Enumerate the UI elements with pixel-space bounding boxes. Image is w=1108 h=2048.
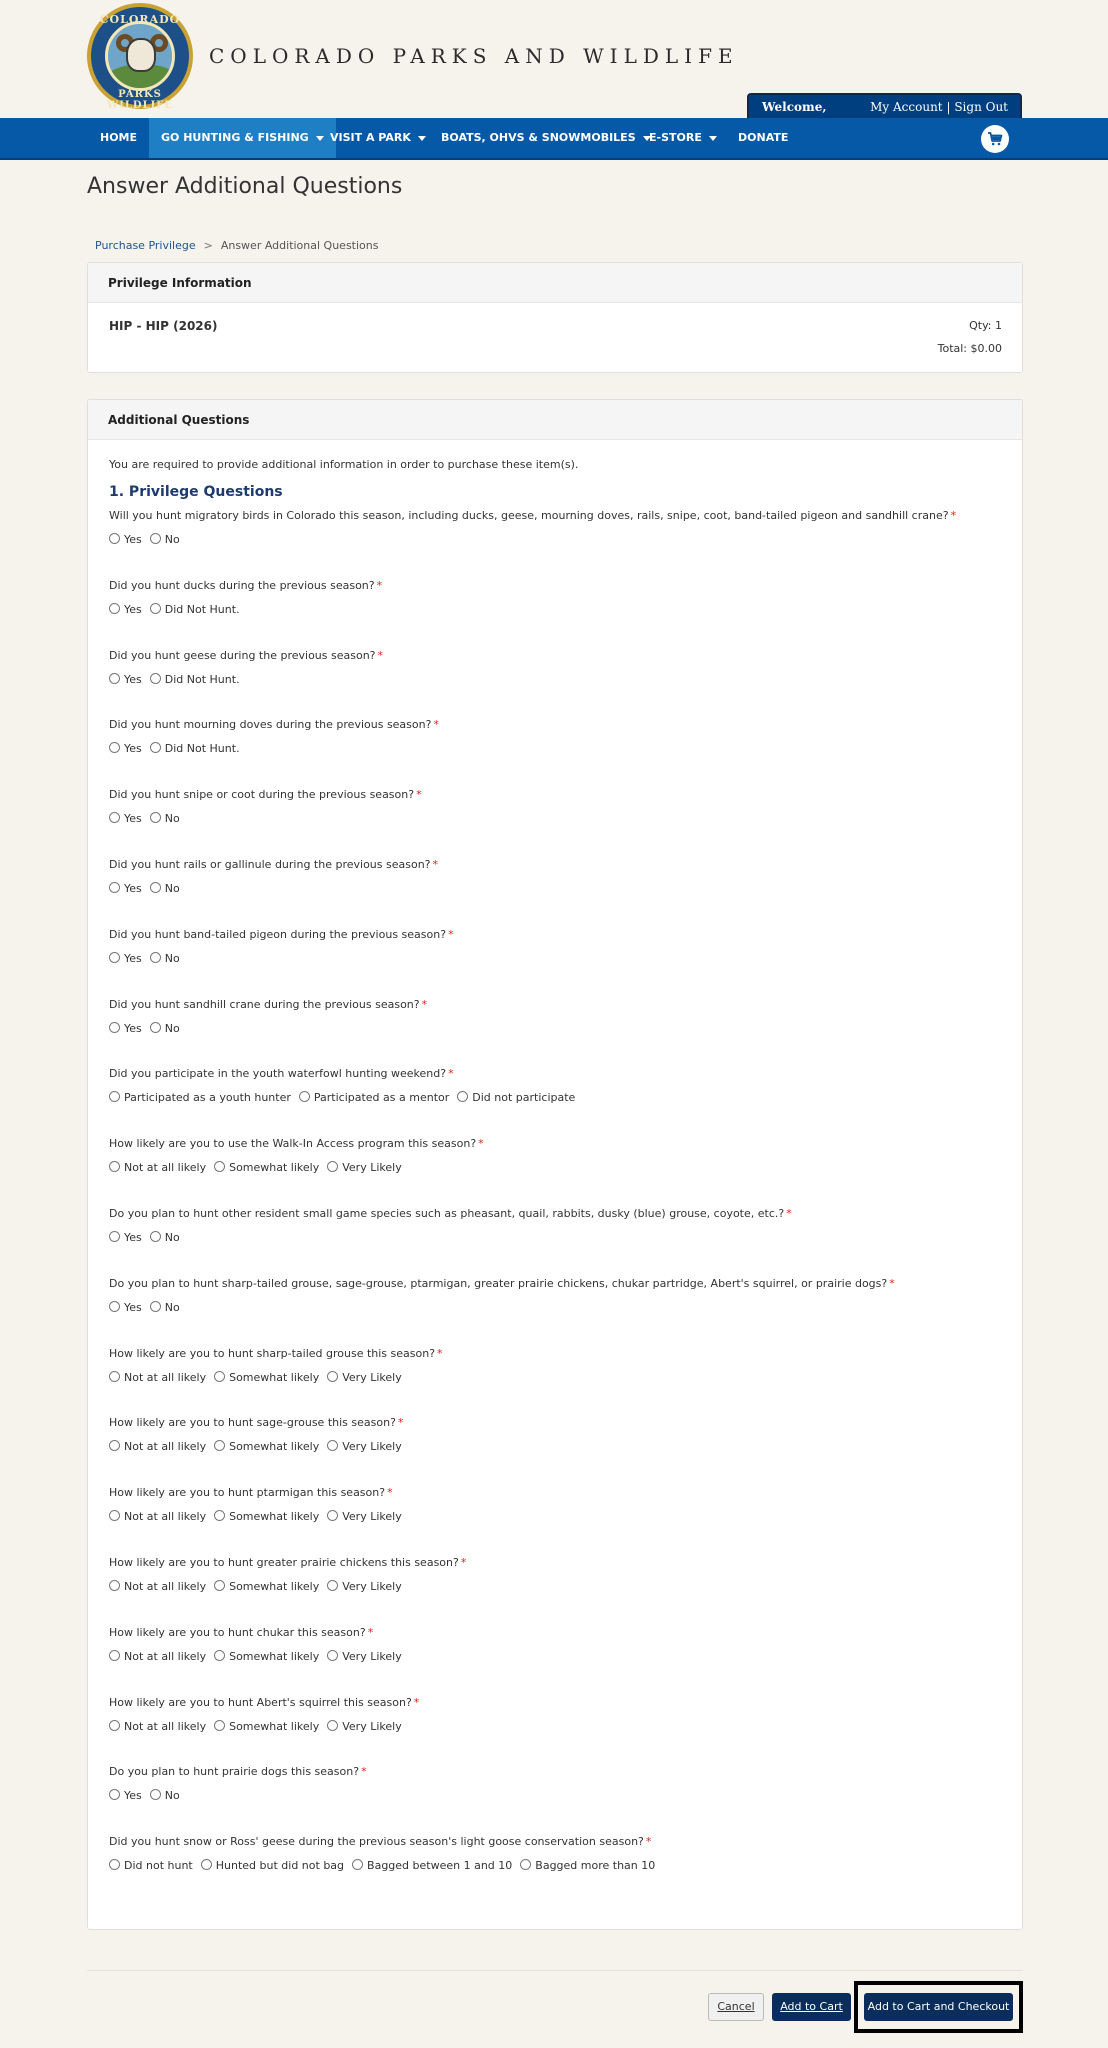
radio-option-label: No [164, 1789, 180, 1802]
privilege-total: Total: $0.00 [937, 342, 1002, 355]
nav-item-label: E-STORE [649, 131, 702, 144]
checkout-highlight-frame [854, 1981, 1023, 2033]
cart-icon [987, 131, 1003, 147]
radio-option[interactable] [214, 1650, 319, 1663]
nav-item-label: HOME [100, 131, 138, 144]
question-label: How likely are you to hunt ptarmigan this season? [109, 1486, 386, 1499]
radio-option-label: Did Not Hunt. [164, 603, 240, 616]
site-header [0, 0, 1108, 118]
question-item [109, 788, 1009, 828]
radio-button[interactable] [109, 952, 120, 963]
radio-option-label: No [164, 812, 180, 825]
radio-option-label: Yes [124, 673, 142, 686]
radio-button[interactable] [109, 1301, 120, 1312]
radio-option-label: Somewhat likely [229, 1440, 320, 1453]
question-text [109, 1067, 1009, 1085]
question-item [109, 1347, 1009, 1387]
question-item [109, 1696, 1009, 1736]
radio-option-label: Somewhat likely [229, 1510, 320, 1523]
question-text [109, 1696, 1009, 1714]
radio-button[interactable] [109, 1720, 120, 1731]
question-text [109, 928, 1009, 946]
radio-button[interactable] [150, 882, 161, 893]
radio-option[interactable] [109, 1091, 291, 1104]
required-asterisk: * [387, 1486, 393, 1499]
nav-item-label: GO HUNTING & FISHING [161, 131, 309, 144]
section-title: 1. Privilege Questions [109, 484, 283, 500]
question-text [109, 1137, 1009, 1155]
radio-option-label: Yes [124, 952, 142, 965]
radio-button[interactable] [299, 1091, 310, 1102]
question-label: How likely are you to hunt sage-grouse this season? [109, 1416, 396, 1429]
radio-option[interactable] [150, 1789, 180, 1802]
radio-group [109, 952, 1009, 968]
nav-item-label: VISIT A PARK [330, 131, 411, 144]
radio-option[interactable] [352, 1859, 512, 1872]
radio-option-label: Not at all likely [124, 1371, 207, 1384]
radio-option[interactable] [327, 1510, 401, 1523]
welcome-text: Welcome, [762, 100, 827, 114]
radio-option[interactable] [214, 1510, 319, 1523]
question-label: Do you plan to hunt sharp-tailed grouse, sage-grouse, ptarmigan, greater prairie chickens, chukar partridge, Abert's squirrel, or prairie dogs? [109, 1277, 888, 1290]
radio-option[interactable] [109, 1161, 206, 1174]
radio-option-label: Very Likely [342, 1371, 402, 1384]
question-label: Do you plan to hunt other resident small game species such as pheasant, quail, rabbits, dusky (blue) grouse, coyote, etc.? [109, 1207, 785, 1220]
required-asterisk: * [478, 1137, 484, 1150]
radio-group [109, 742, 1009, 758]
my-account-link[interactable]: My Account [870, 100, 943, 114]
required-asterisk: * [437, 1347, 443, 1360]
question-text [109, 1347, 1009, 1365]
radio-button[interactable] [109, 1161, 120, 1172]
question-item [109, 1137, 1009, 1177]
radio-button[interactable] [214, 1440, 225, 1451]
radio-option[interactable] [150, 1301, 180, 1314]
radio-option[interactable] [109, 882, 142, 895]
radio-option[interactable] [109, 1231, 142, 1244]
radio-button[interactable] [109, 1091, 120, 1102]
radio-option-label: Yes [124, 812, 142, 825]
question-item [109, 1277, 1009, 1317]
radio-option[interactable] [150, 673, 240, 686]
question-text [109, 1835, 1009, 1853]
account-bar [747, 93, 1022, 118]
nav-item-donate[interactable] [726, 118, 800, 158]
radio-option-label: No [164, 882, 180, 895]
radio-group [109, 1440, 1009, 1456]
radio-option-label: Yes [124, 882, 142, 895]
radio-option[interactable] [109, 952, 142, 965]
radio-option[interactable] [299, 1091, 449, 1104]
radio-option-label: No [164, 1301, 180, 1314]
cancel-button[interactable]: Cancel [708, 1993, 764, 2021]
question-item [109, 1067, 1009, 1107]
radio-option-label: Somewhat likely [229, 1580, 320, 1593]
radio-group [109, 1720, 1009, 1736]
radio-group [109, 603, 1009, 619]
add-to-cart-and-checkout-button[interactable]: Add to Cart and Checkout [864, 1993, 1013, 2021]
question-label: Did you hunt band-tailed pigeon during the previous season? [109, 928, 447, 941]
radio-option[interactable] [109, 1650, 206, 1663]
radio-button[interactable] [109, 603, 120, 614]
radio-option[interactable] [214, 1371, 319, 1384]
radio-option-label: No [164, 952, 180, 965]
radio-option[interactable] [109, 1789, 142, 1802]
radio-option[interactable] [109, 1371, 206, 1384]
radio-button[interactable] [214, 1510, 225, 1521]
privilege-information-panel [87, 262, 1023, 373]
logo-text-bottom: PARKS WILDLIFE [106, 89, 174, 111]
radio-option-label: Yes [124, 603, 142, 616]
nav-item-visit-a-park[interactable] [318, 118, 438, 158]
radio-button[interactable] [150, 1301, 161, 1312]
question-text [109, 579, 1009, 597]
nav-item-home[interactable] [88, 118, 149, 158]
radio-button[interactable] [109, 533, 120, 544]
question-item [109, 649, 1009, 689]
radio-option-label: Very Likely [342, 1440, 402, 1453]
radio-button[interactable] [327, 1650, 338, 1661]
question-label: Did you hunt sandhill crane during the previous season? [109, 998, 420, 1011]
radio-group [109, 673, 1009, 689]
radio-button[interactable] [109, 1859, 120, 1870]
question-text [109, 1626, 1009, 1644]
radio-button[interactable] [109, 742, 120, 753]
radio-group [109, 812, 1009, 828]
radio-group [109, 1371, 1009, 1387]
required-asterisk: * [421, 998, 428, 1011]
radio-button[interactable] [214, 1720, 225, 1731]
questions-intro: You are required to provide additional information in order to purchase these item(s). [109, 458, 579, 471]
breadcrumb [95, 239, 379, 252]
radio-option-label: Hunted but did not bag [215, 1859, 345, 1872]
required-asterisk: * [889, 1277, 895, 1290]
radio-option[interactable] [150, 882, 180, 895]
question-text [109, 858, 1009, 876]
radio-button[interactable] [327, 1371, 338, 1382]
question-label: How likely are you to hunt sharp-tailed grouse this season? [109, 1347, 436, 1360]
radio-option[interactable] [214, 1161, 319, 1174]
question-label: Will you hunt migratory birds in Colorado this season, including ducks, geese, mourning doves, rails, snipe, coot, band-tailed pigeon and sandhill crane? [109, 509, 949, 522]
question-label: Do you plan to hunt prairie dogs this season? [109, 1765, 360, 1778]
question-item [109, 509, 1009, 549]
radio-button[interactable] [109, 1440, 120, 1451]
caret-down-icon [709, 136, 717, 141]
radio-option-label: Bagged more than 10 [535, 1859, 656, 1872]
radio-button[interactable] [150, 742, 161, 753]
radio-option-label: Not at all likely [124, 1161, 207, 1174]
radio-option-label: Yes [124, 1022, 142, 1035]
radio-group [109, 1161, 1009, 1177]
radio-button[interactable] [109, 1510, 120, 1521]
radio-button[interactable] [214, 1371, 225, 1382]
radio-option-label: Not at all likely [124, 1720, 207, 1733]
radio-option-label: Did Not Hunt. [164, 742, 240, 755]
radio-option[interactable] [214, 1440, 319, 1453]
radio-button[interactable] [109, 1650, 120, 1661]
question-label: Did you hunt rails or gallinule during the previous season? [109, 858, 431, 871]
radio-option[interactable] [327, 1720, 401, 1733]
required-asterisk: * [645, 1835, 652, 1848]
nav-item-e-store[interactable] [637, 118, 729, 158]
required-asterisk: * [416, 788, 422, 801]
breadcrumb-separator: > [203, 239, 213, 252]
main-nav [0, 118, 1108, 160]
radio-option-label: Very Likely [342, 1650, 402, 1663]
required-asterisk: * [448, 928, 454, 941]
radio-button[interactable] [352, 1859, 363, 1870]
sign-out-link[interactable]: Sign Out [954, 100, 1008, 114]
radio-option[interactable] [109, 1510, 206, 1523]
radio-group [109, 882, 1009, 898]
radio-group [109, 1510, 1009, 1526]
question-item [109, 579, 1009, 619]
radio-button[interactable] [214, 1580, 225, 1591]
radio-option-label: Very Likely [342, 1161, 402, 1174]
radio-option[interactable] [109, 1440, 206, 1453]
required-asterisk: * [361, 1765, 367, 1778]
radio-option-label: Somewhat likely [229, 1371, 320, 1384]
radio-group [109, 1231, 1009, 1247]
question-label: Did you hunt snow or Ross' geese during the previous season's light goose conservation season? [109, 1835, 644, 1848]
question-item [109, 858, 1009, 898]
nav-item-boats-ohvs-snowmobiles[interactable] [429, 118, 663, 158]
question-item [109, 1207, 1009, 1247]
nav-item-label: BOATS, OHVS & SNOWMOBILES [441, 131, 636, 144]
radio-button[interactable] [327, 1580, 338, 1591]
radio-option[interactable] [109, 533, 142, 546]
radio-option-label: No [164, 533, 180, 546]
radio-option-label: Not at all likely [124, 1650, 207, 1663]
radio-option-label: No [164, 1022, 180, 1035]
logo-emblem [105, 21, 175, 91]
radio-option[interactable] [520, 1859, 655, 1872]
radio-button[interactable] [201, 1859, 212, 1870]
radio-option-label: Did not participate [472, 1091, 576, 1104]
radio-option[interactable] [150, 603, 240, 616]
radio-option[interactable] [109, 1720, 206, 1733]
question-text [109, 788, 1009, 806]
question-text [109, 718, 1009, 736]
caret-down-icon [418, 136, 426, 141]
radio-option[interactable] [327, 1650, 401, 1663]
radio-option[interactable] [150, 742, 240, 755]
required-asterisk: * [786, 1207, 792, 1220]
radio-option-label: Participated as a youth hunter [124, 1091, 291, 1104]
required-asterisk: * [433, 718, 439, 731]
radio-option[interactable] [327, 1580, 401, 1593]
radio-button[interactable] [109, 882, 120, 893]
radio-button[interactable] [150, 1789, 161, 1800]
cart-button[interactable] [981, 125, 1009, 153]
radio-option[interactable] [109, 742, 142, 755]
question-label: Did you hunt mourning doves during the previous season? [109, 718, 432, 731]
account-link-separator: | [946, 100, 951, 114]
radio-button[interactable] [109, 1022, 120, 1033]
radio-button[interactable] [109, 1231, 120, 1242]
radio-button[interactable] [327, 1720, 338, 1731]
radio-option[interactable] [214, 1720, 319, 1733]
question-item [109, 1416, 1009, 1456]
radio-option-label: Not at all likely [124, 1440, 207, 1453]
radio-option-label: Very Likely [342, 1510, 402, 1523]
radio-option-label: Did Not Hunt. [164, 673, 240, 686]
question-item [109, 928, 1009, 968]
radio-option-label: Very Likely [342, 1580, 402, 1593]
required-asterisk: * [432, 858, 439, 871]
question-text [109, 509, 1009, 527]
radio-option-label: Yes [124, 1789, 142, 1802]
question-label: How likely are you to hunt greater prairie chickens this season? [109, 1556, 459, 1569]
radio-option-label: Not at all likely [124, 1580, 207, 1593]
radio-group [109, 1022, 1009, 1038]
radio-option[interactable] [327, 1161, 401, 1174]
radio-option-label: Yes [124, 1231, 142, 1244]
radio-button[interactable] [109, 673, 120, 684]
radio-group [109, 1650, 1009, 1666]
radio-option[interactable] [109, 603, 142, 616]
radio-option-label: Bagged between 1 and 10 [367, 1859, 513, 1872]
radio-button[interactable] [150, 603, 161, 614]
privilege-qty: Qty: 1 [969, 319, 1002, 332]
nav-item-go-hunting-fishing[interactable] [149, 118, 336, 158]
privilege-information-heading: Privilege Information [88, 263, 1022, 303]
radio-option-label: Yes [124, 533, 142, 546]
radio-button[interactable] [109, 812, 120, 823]
radio-option[interactable] [150, 812, 180, 825]
logo-text-top: COLORADO [99, 13, 181, 26]
question-label: How likely are you to use the Walk-In Access program this season? [109, 1137, 477, 1150]
radio-option[interactable] [109, 673, 142, 686]
radio-option[interactable] [201, 1859, 344, 1872]
radio-option[interactable] [150, 1022, 180, 1035]
radio-option-label: No [164, 1231, 180, 1244]
radio-group [109, 1301, 1009, 1317]
question-label: How likely are you to hunt Abert's squirrel this season? [109, 1696, 412, 1709]
radio-option-label: Somewhat likely [229, 1720, 320, 1733]
question-label: Did you hunt ducks during the previous season? [109, 579, 375, 592]
radio-option[interactable] [150, 952, 180, 965]
question-item [109, 1835, 1009, 1875]
radio-option[interactable] [457, 1091, 575, 1104]
radio-button[interactable] [109, 1371, 120, 1382]
radio-option[interactable] [109, 1859, 193, 1872]
question-label: Did you hunt snipe or coot during the previous season? [109, 788, 415, 801]
cpw-logo[interactable] [87, 3, 193, 109]
question-text [109, 1207, 1009, 1225]
required-asterisk: * [950, 509, 957, 522]
question-text [109, 1556, 1009, 1574]
required-asterisk: * [377, 649, 384, 662]
breadcrumb-purchase-privilege[interactable]: Purchase Privilege [95, 239, 196, 252]
question-label: How likely are you to hunt chukar this season? [109, 1626, 366, 1639]
question-text [109, 1416, 1009, 1434]
radio-option-label: Yes [124, 1301, 142, 1314]
ram-icon [126, 38, 156, 72]
radio-button[interactable] [150, 952, 161, 963]
radio-button[interactable] [214, 1161, 225, 1172]
question-text [109, 649, 1009, 667]
question-item [109, 718, 1009, 758]
question-text [109, 998, 1009, 1016]
required-asterisk: * [460, 1556, 467, 1569]
radio-button[interactable] [150, 533, 161, 544]
radio-button[interactable] [150, 673, 161, 684]
question-label: Did you hunt geese during the previous season? [109, 649, 376, 662]
radio-button[interactable] [327, 1510, 338, 1521]
breadcrumb-current: Answer Additional Questions [220, 239, 379, 252]
radio-option-label: Somewhat likely [229, 1161, 320, 1174]
question-item [109, 998, 1009, 1038]
question-text [109, 1486, 1009, 1504]
radio-button[interactable] [109, 1789, 120, 1800]
additional-questions-heading: Additional Questions [88, 400, 1022, 440]
required-asterisk: * [413, 1696, 420, 1709]
account-links [870, 100, 1008, 114]
radio-option[interactable] [109, 812, 142, 825]
radio-group [109, 1091, 1009, 1107]
radio-option-label: Not at all likely [124, 1510, 207, 1523]
radio-option[interactable] [327, 1371, 401, 1384]
required-asterisk: * [448, 1067, 454, 1080]
additional-questions-panel [87, 399, 1023, 1930]
radio-button[interactable] [150, 1022, 161, 1033]
question-item [109, 1626, 1009, 1666]
privilege-name: HIP - HIP (2026) [109, 319, 218, 333]
radio-group [109, 533, 1009, 549]
radio-group [109, 1580, 1009, 1596]
radio-group [109, 1859, 1009, 1875]
radio-button[interactable] [327, 1440, 338, 1451]
radio-button[interactable] [214, 1650, 225, 1661]
required-asterisk: * [367, 1626, 374, 1639]
site-title: COLORADO PARKS AND WILDLIFE [209, 44, 739, 68]
question-item [109, 1765, 1009, 1805]
radio-option[interactable] [150, 1231, 180, 1244]
radio-button[interactable] [520, 1859, 531, 1870]
radio-option[interactable] [109, 1580, 206, 1593]
radio-button[interactable] [109, 1580, 120, 1591]
radio-option-label: Yes [124, 742, 142, 755]
page-title: Answer Additional Questions [87, 174, 403, 199]
radio-option[interactable] [327, 1440, 401, 1453]
radio-option-label: Participated as a mentor [313, 1091, 450, 1104]
radio-option[interactable] [109, 1022, 142, 1035]
question-item [109, 1486, 1009, 1526]
question-item [109, 1556, 1009, 1596]
radio-button[interactable] [327, 1161, 338, 1172]
radio-button[interactable] [150, 1231, 161, 1242]
required-asterisk: * [376, 579, 383, 592]
question-label: Did you participate in the youth waterfowl hunting weekend? [109, 1067, 447, 1080]
required-asterisk: * [397, 1416, 404, 1429]
question-text [109, 1765, 1009, 1783]
radio-option-label: Somewhat likely [229, 1650, 320, 1663]
radio-button[interactable] [150, 812, 161, 823]
radio-option[interactable] [214, 1580, 319, 1593]
nav-item-label: DONATE [738, 131, 789, 144]
radio-option-label: Very Likely [342, 1720, 402, 1733]
question-text [109, 1277, 1009, 1295]
radio-group [109, 1789, 1009, 1805]
radio-option[interactable] [150, 533, 180, 546]
add-to-cart-button[interactable]: Add to Cart [772, 1993, 851, 2021]
radio-button[interactable] [457, 1091, 468, 1102]
actions-divider [87, 1970, 1023, 1971]
radio-option-label: Did not hunt [124, 1859, 193, 1872]
radio-option[interactable] [109, 1301, 142, 1314]
